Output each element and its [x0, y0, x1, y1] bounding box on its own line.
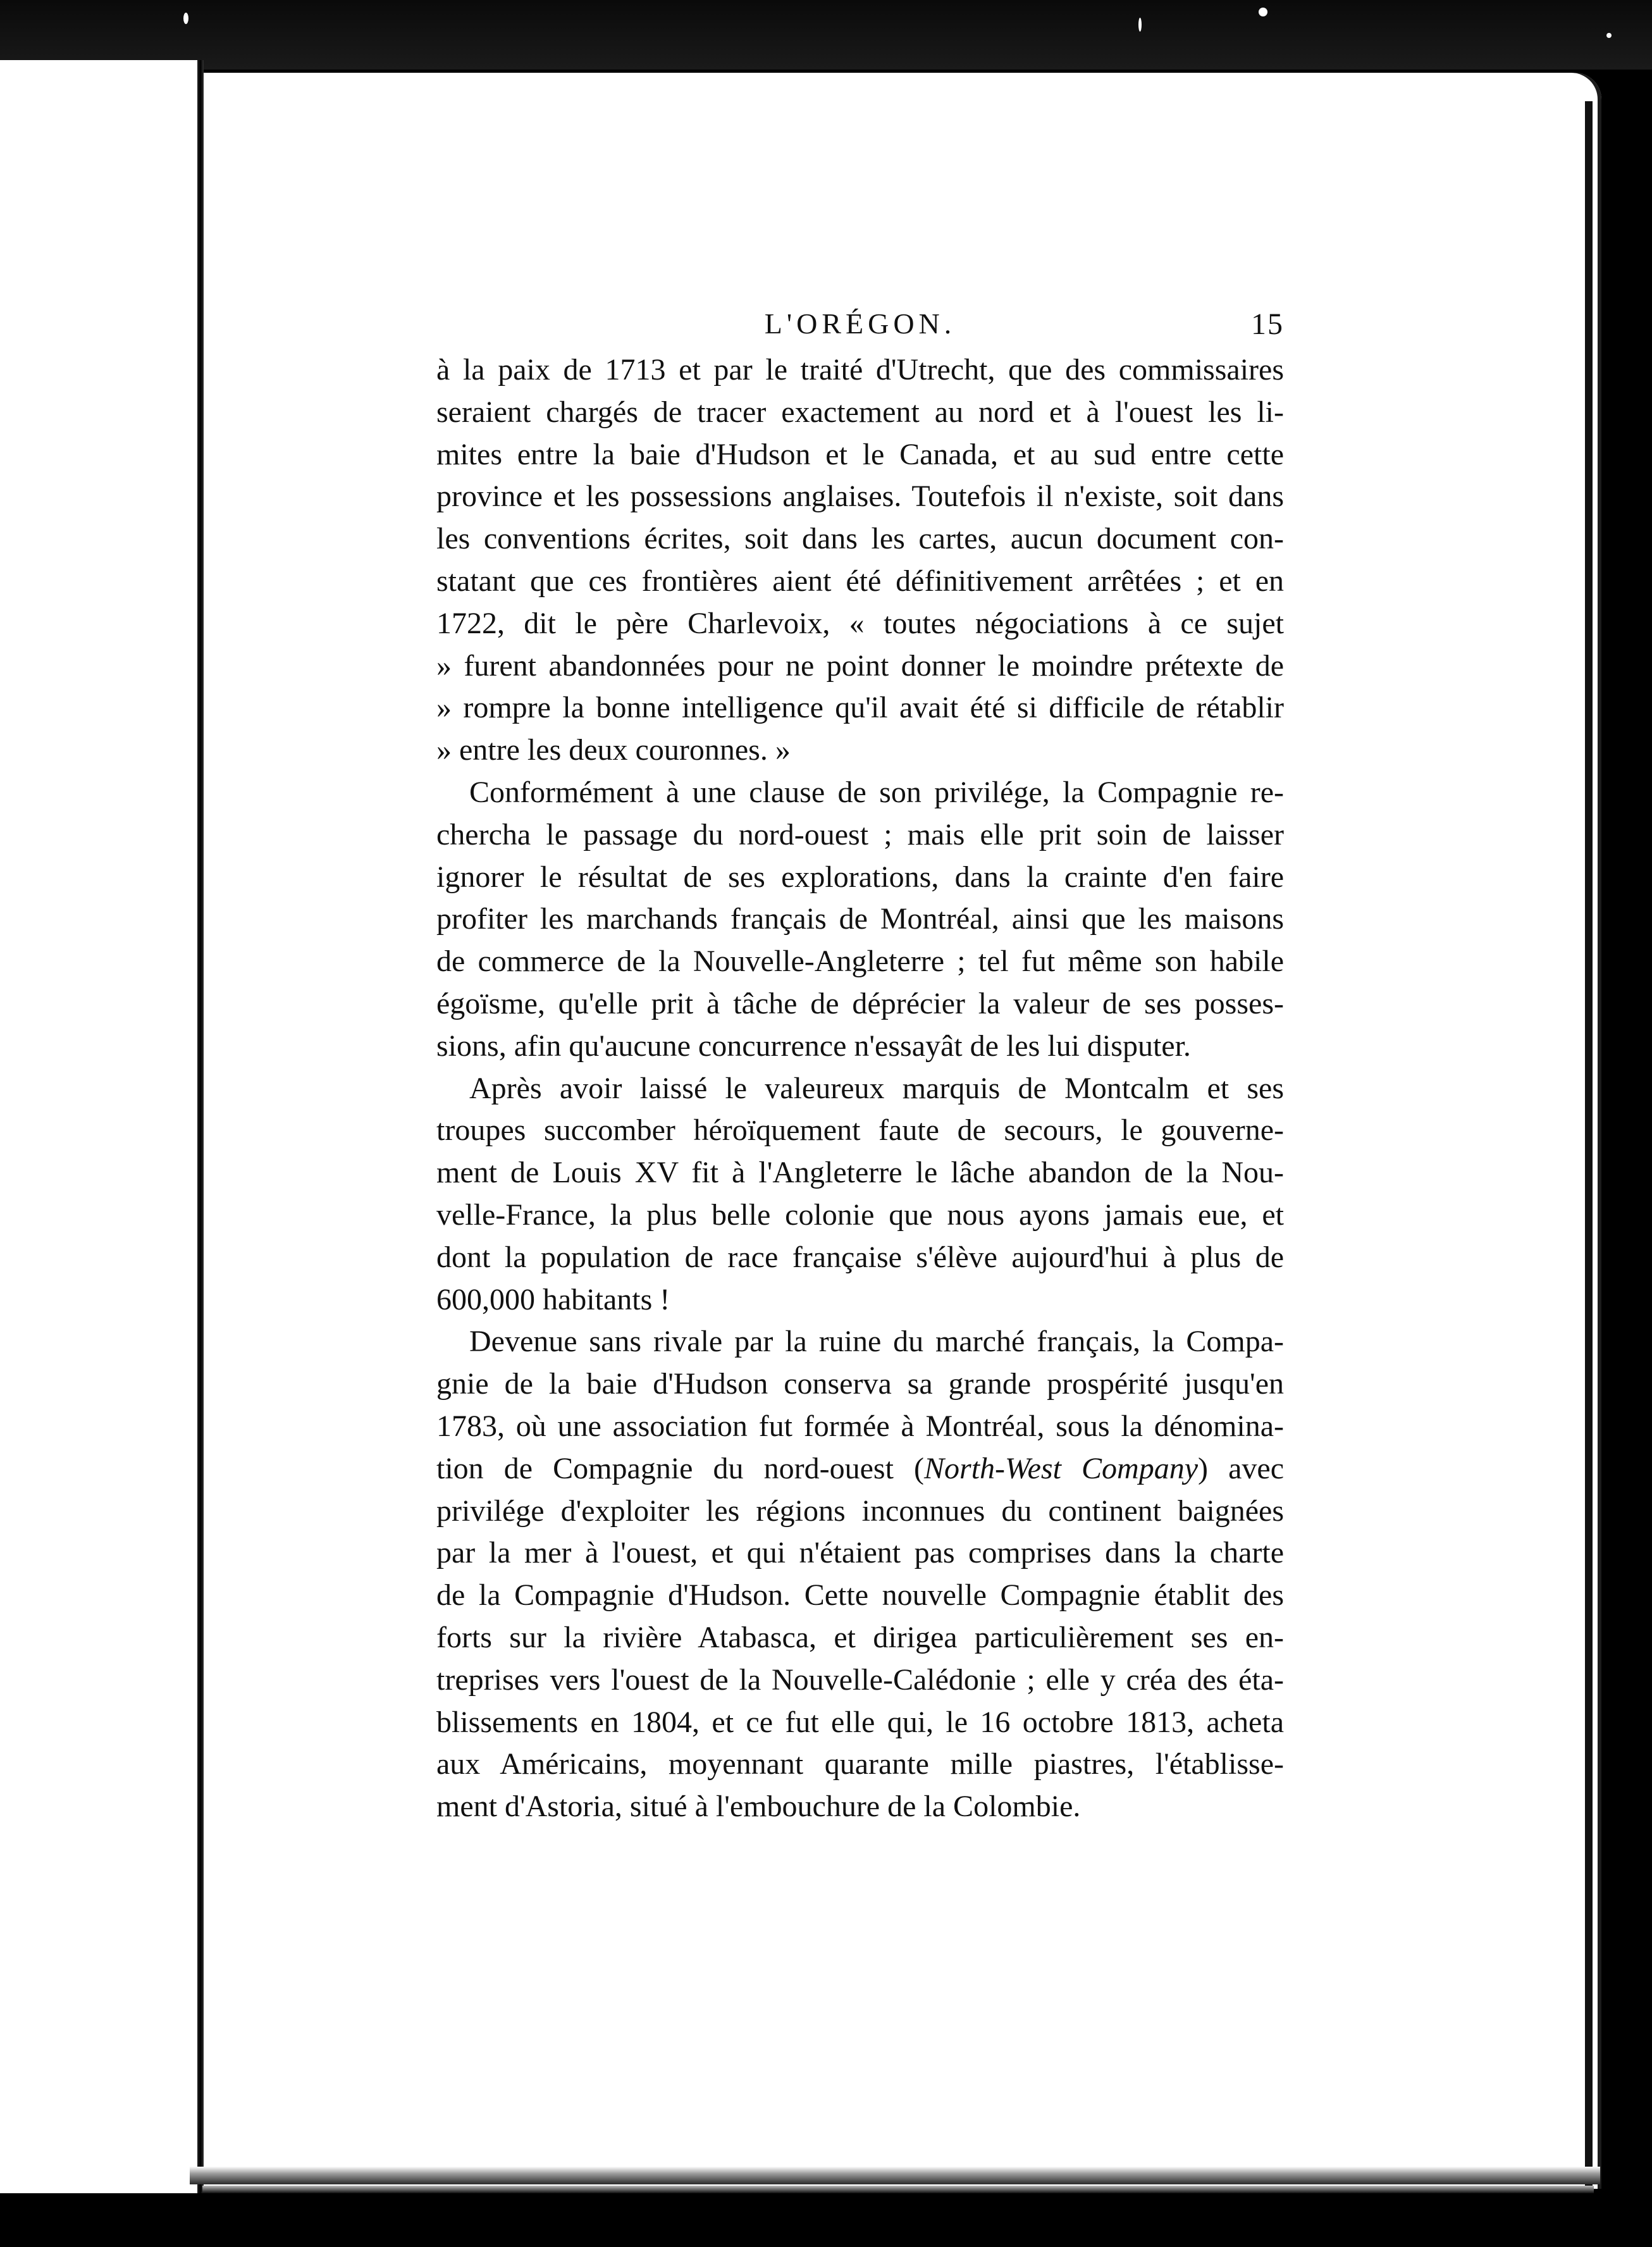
text-line: privilége d'exploiter les régions inconnues du continent baignées: [436, 1494, 1284, 1528]
running-header: [436, 307, 1284, 351]
text-line: treprises vers l'ouest de la Nouvelle-Calédonie ; elle y créa des éta-: [436, 1662, 1284, 1697]
running-title: L'ORÉGON.: [764, 307, 956, 340]
italic-company-name: North-West Company: [924, 1451, 1199, 1485]
text-line: » entre les deux couronnes. »: [436, 733, 791, 767]
text-line: 1783, où une association fut formée à Montréal, sous la dénomina-: [436, 1409, 1284, 1443]
text-line: seraient chargés de tracer exactement au nord et à l'ouest les li-: [436, 395, 1284, 429]
text-line: dont la population de race française s'élève aujourd'hui à plus de: [436, 1240, 1284, 1274]
text-line: profiter les marchands français de Montréal, ainsi que les maisons: [436, 902, 1284, 936]
body-text: [436, 349, 1284, 1828]
text-line: province et les possessions anglaises. Toutefois il n'existe, soit dans: [436, 480, 1284, 514]
text-line: les conventions écrites, soit dans les cartes, aucun document con-: [436, 522, 1284, 556]
paragraph: [436, 349, 1284, 772]
text-line: aux Américains, moyennant quarante mille piastres, l'établisse-: [436, 1747, 1284, 1781]
text-line: à la paix de 1713 et par le traité d'Utrecht, que des commissaires: [436, 353, 1284, 387]
text-line: de la Compagnie d'Hudson. Cette nouvelle Compagnie établit des: [436, 1578, 1284, 1613]
scan-border-bottom: [0, 2193, 1652, 2247]
paragraph: [436, 772, 1284, 1068]
text-line: sions, afin qu'aucune concurrence n'essayât de les lui disputer.: [436, 1029, 1191, 1063]
text-line: » furent abandonnées pour ne point donner le moindre prétexte de: [436, 648, 1284, 683]
text-line: troupes succomber héroïquement faute de secours, le gouverne-: [436, 1113, 1284, 1148]
text-line: Devenue sans rivale par la ruine du marché français, la Compa-: [469, 1325, 1284, 1359]
page-edge-bottom: [190, 2167, 1600, 2184]
text-line: égoïsme, qu'elle prit à tâche de déprécier la valeur de ses posses-: [436, 986, 1284, 1020]
text-line: Conformément à une clause de son privilége, la Compagnie re-: [469, 775, 1284, 809]
text-line: chercha le passage du nord-ouest ; mais elle prit soin de laisser: [436, 817, 1284, 851]
text-line: forts sur la rivière Atabasca, et dirigea particulièrement ses en-: [436, 1620, 1284, 1654]
text-line: ignorer le résultat de ses explorations, dans la crainte d'en faire: [436, 860, 1284, 894]
scan-border-top: [0, 0, 1652, 70]
text-line: de commerce de la Nouvelle-Angleterre ; tel fut même son habile: [436, 944, 1284, 979]
text-line: ment de Louis XV fit à l'Angleterre le lâche abandon de la Nou-: [436, 1156, 1284, 1190]
scan-speck: [183, 13, 188, 24]
page-edge-right: [1585, 101, 1593, 2189]
paragraph: [436, 1068, 1284, 1322]
text-line: blissements en 1804, et ce fut elle qui, le 16 octobre 1813, acheta: [436, 1705, 1284, 1739]
text-line: 1722, dit le père Charlevoix, « toutes négociations à ce sujet: [436, 606, 1284, 640]
text-line: statant que ces frontières aient été définitivement arrêtées ; et en: [436, 564, 1284, 598]
text-line: » rompre la bonne intelligence qu'il avait été si difficile de rétablir: [436, 691, 1284, 725]
text-line: par la mer à l'ouest, et qui n'étaient pas comprises dans la charte: [436, 1536, 1284, 1570]
text-line: 600,000 habitants !: [436, 1282, 670, 1316]
page-edge-shadow: [202, 2186, 1594, 2193]
text-line: ment d'Astoria, situé à l'embouchure de la Colombie.: [436, 1790, 1081, 1824]
scan-speck: [1606, 33, 1612, 38]
scan-speck: [1138, 18, 1142, 32]
text-line: velle-France, la plus belle colonie que nous ayons jamais eue, et: [436, 1198, 1284, 1232]
scan-speck: [1259, 8, 1267, 16]
text-line: gnie de la baie d'Hudson conserva sa grande prospérité jusqu'en: [436, 1367, 1284, 1401]
text-line: Après avoir laissé le valeureux marquis de Montcalm et ses: [469, 1071, 1284, 1105]
left-page-margin: [0, 60, 201, 2211]
page-number: 15: [1251, 307, 1284, 341]
text-line: mites entre la baie d'Hudson et le Canada, et au sud entre cette: [436, 437, 1284, 471]
paragraph: [436, 1321, 1284, 1828]
text-line: tion de Compagnie du nord-ouest (North-West Company) avec: [436, 1451, 1285, 1485]
book-gutter: [197, 60, 204, 2211]
